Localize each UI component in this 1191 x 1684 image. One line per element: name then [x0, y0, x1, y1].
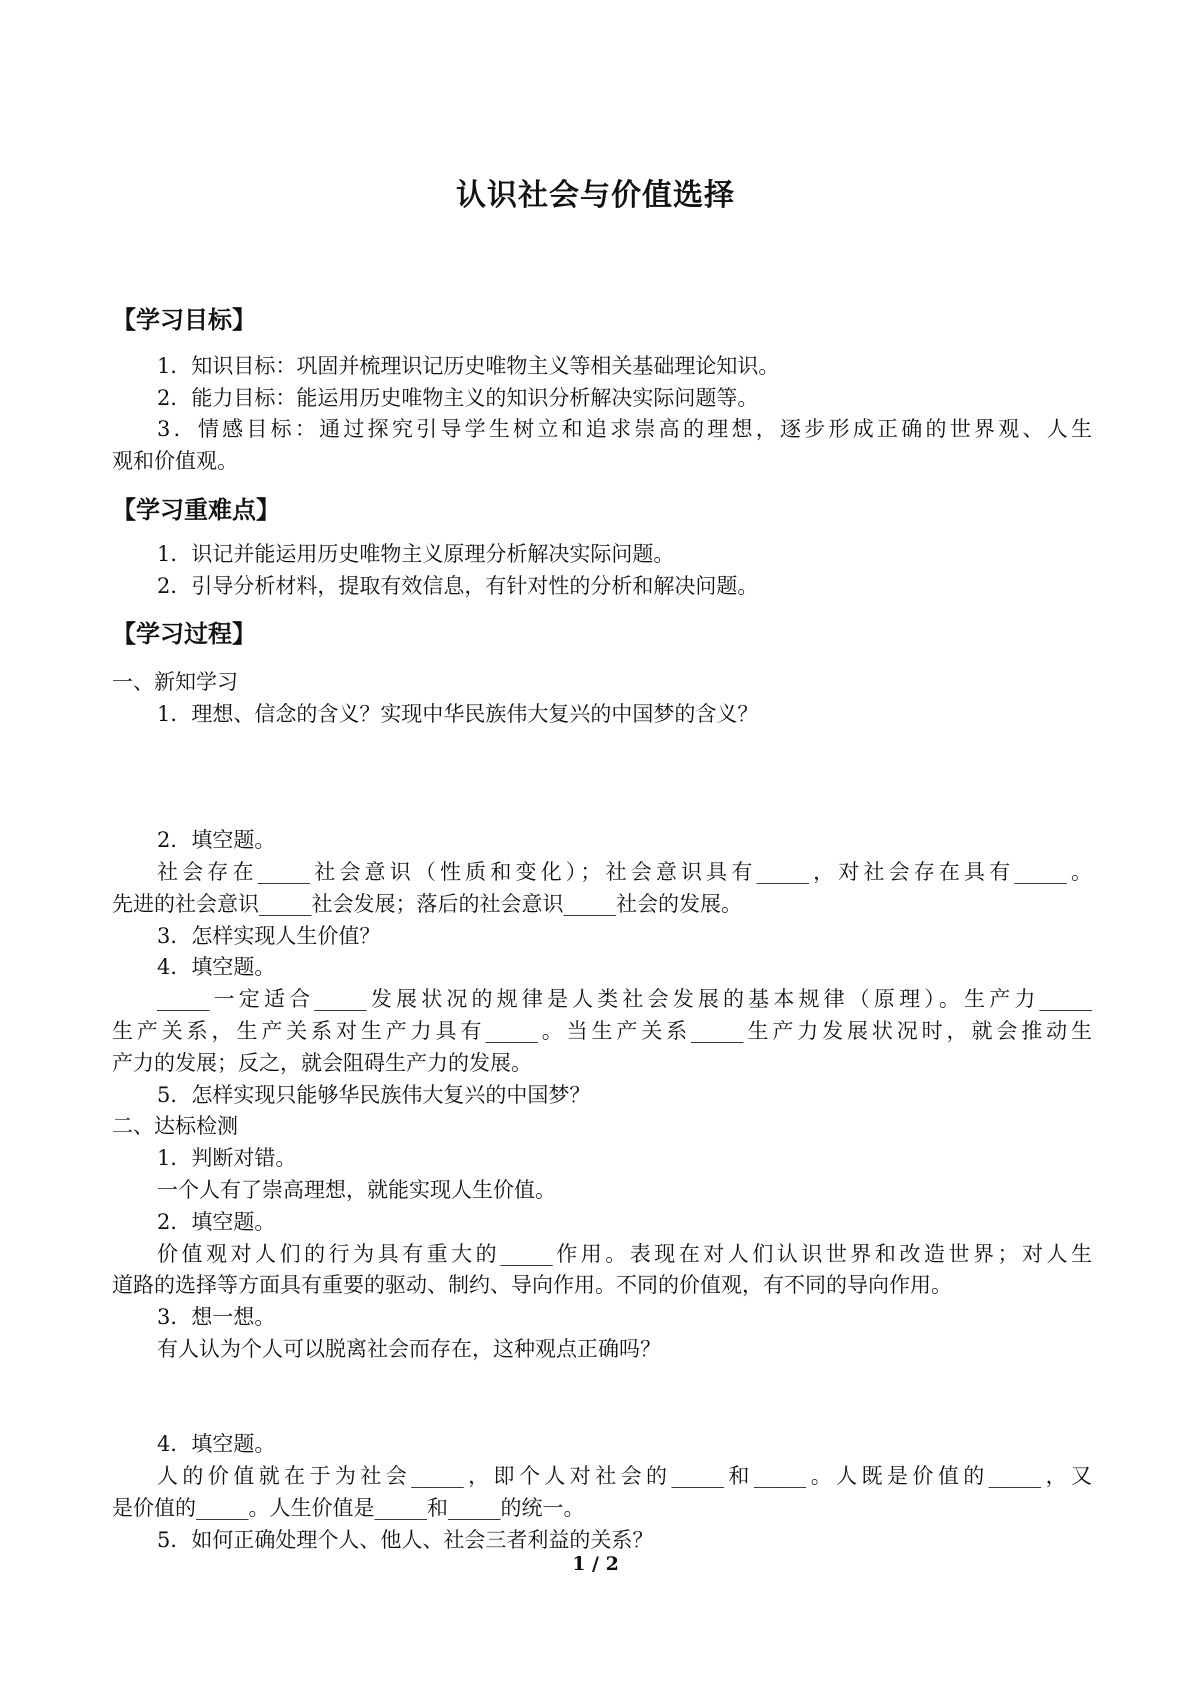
- page-title: 认识社会与价值选择: [456, 178, 735, 213]
- part2-title: 二、达标检测: [112, 1114, 238, 1138]
- question-4-text: _____一定适合_____发展状况的规律是人类社会发展的基本规律（原理）。生产力_____: [157, 987, 1092, 1011]
- test-4: 4．填空题。: [157, 1432, 276, 1456]
- question-2-text-continued: 先进的社会意识_____社会发展；落后的社会意识_____社会的发展。: [112, 892, 742, 916]
- test-1: 1．判断对错。: [157, 1146, 297, 1170]
- test-3: 3．想一想。: [157, 1305, 276, 1329]
- difficulties-heading: 【学习重难点】: [112, 496, 280, 524]
- question-2-text: 社会存在_____社会意识（性质和变化）；社会意识具有_____，对社会存在具有_____。: [157, 860, 1092, 884]
- test-2-text-continued: 道路的选择等方面具有重要的驱动、制约、导向作用。不同的价值观，有不同的导向作用。: [112, 1273, 952, 1297]
- objective-item-1: 1．知识目标：巩固并梳理识记历史唯物主义等相关基础理论知识。: [157, 354, 780, 378]
- question-3: 3．怎样实现人生价值？: [157, 924, 381, 948]
- difficulty-item-1: 1．识记并能运用历史唯物主义原理分析解决实际问题。: [157, 542, 675, 566]
- test-2-text: 价值观对人们的行为具有重大的_____作用。表现在对人们认识世界和改造世界；对人生: [157, 1242, 1092, 1266]
- test-4-text: 人的价值就在于为社会_____，即个人对社会的_____和_____。人既是价值的_____，又: [157, 1464, 1092, 1488]
- test-1-text: 一个人有了崇高理想，就能实现人生价值。: [157, 1178, 556, 1202]
- question-4-text-line-3: 产力的发展；反之，就会阻碍生产力的发展。: [112, 1051, 532, 1075]
- question-1: 1．理想、信念的含义？实现中华民族伟大复兴的中国梦的含义？: [157, 702, 759, 726]
- question-4: 4．填空题。: [157, 955, 276, 979]
- question-5: 5．怎样实现只能够华民族伟大复兴的中国梦？: [157, 1083, 591, 1107]
- question-4-text-line-2: 生产关系，生产关系对生产力具有_____。当生产关系_____生产力发展状况时，就会推动生: [112, 1019, 1092, 1043]
- part1-title: 一、新知学习: [112, 670, 238, 694]
- objectives-heading: 【学习目标】: [112, 306, 256, 334]
- test-5: 5．如何正确处理个人、他人、社会三者利益的关系？: [157, 1528, 654, 1552]
- objective-item-2: 2．能力目标：能运用历史唯物主义的知识分析解决实际问题等。: [157, 386, 759, 410]
- page-number: 1 / 2: [572, 1553, 619, 1575]
- question-2: 2．填空题。: [157, 828, 276, 852]
- test-2: 2．填空题。: [157, 1210, 276, 1234]
- test-4-text-continued: 是价值的_____。人生价值是_____和_____的统一。: [112, 1496, 585, 1520]
- objective-item-3-continued: 观和价值观。: [112, 449, 238, 473]
- test-3-text: 有人认为个人可以脱离社会而存在，这种观点正确吗？: [157, 1337, 661, 1361]
- difficulty-item-2: 2．引导分析材料，提取有效信息，有针对性的分析和解决问题。: [157, 574, 759, 598]
- process-heading: 【学习过程】: [112, 620, 256, 648]
- objective-item-3: 3．情感目标：通过探究引导学生树立和追求崇高的理想，逐步形成正确的世界观、人生: [157, 417, 1092, 441]
